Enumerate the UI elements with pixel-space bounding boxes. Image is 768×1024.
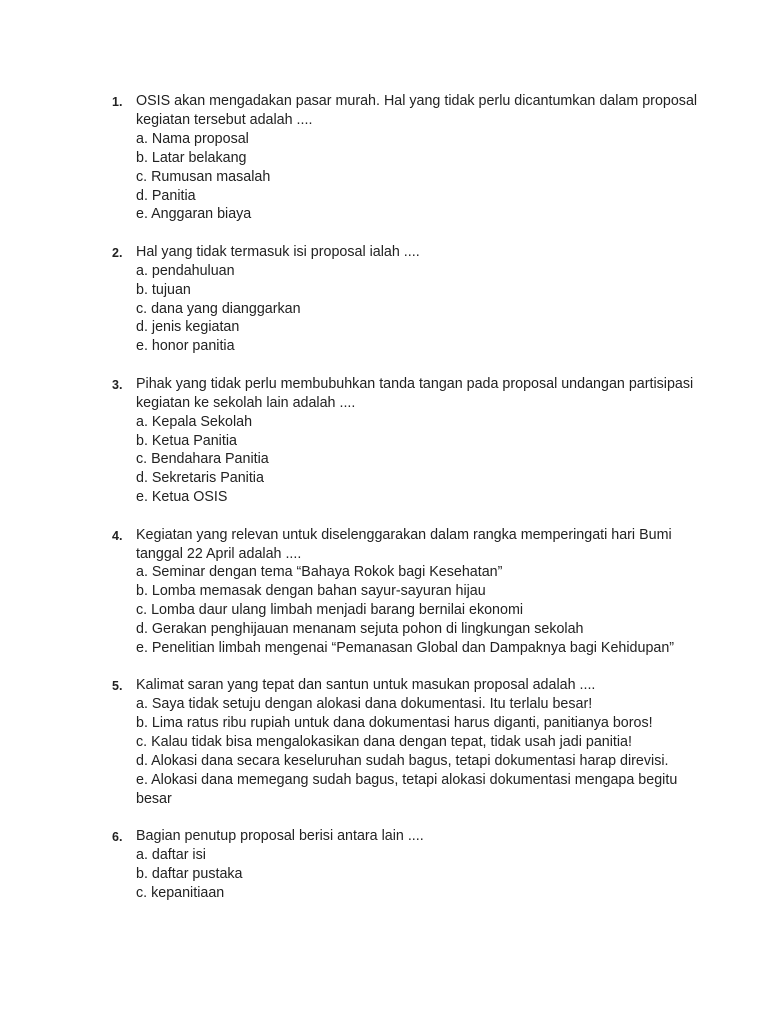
option-b: b. Lima ratus ribu rupiah untuk dana dokumentasi harus diganti, panitianya boros! [136, 715, 653, 732]
option-list [136, 846, 708, 903]
question-body [136, 92, 708, 224]
option-c: c. Kalau tidak bisa mengalokasikan dana dengan tepat, tidak usah jadi panitia! [136, 734, 632, 751]
question-3 [112, 375, 708, 507]
option-a: a. daftar isi [136, 847, 206, 864]
question-text: Pihak yang tidak perlu membubuhkan tanda tangan pada proposal undangan partisipasi kegiatan ke sekolah lain adalah .... [136, 375, 694, 411]
option-a: a. Seminar dengan tema “Bahaya Rokok bagi Kesehatan” [136, 564, 503, 581]
option-e: e. Alokasi dana memegang sudah bagus, tetapi alokasi dokumentasi mengapa begitu besar [136, 772, 678, 807]
option-d: d. Alokasi dana secara keseluruhan sudah bagus, tetapi dokumentasi harap direvisi. [136, 753, 669, 770]
question-number: 1. [112, 95, 123, 109]
option-c: c. Lomba daur ulang limbah menjadi barang bernilai ekonomi [136, 602, 524, 619]
option-list [136, 262, 708, 357]
option-d: d. jenis kegiatan [136, 319, 240, 336]
question-1 [112, 92, 708, 224]
question-body [136, 375, 708, 507]
option-b: b. Lomba memasak dengan bahan sayur-sayuran hijau [136, 583, 486, 600]
option-c: c. dana yang dianggarkan [136, 300, 301, 317]
question-body [136, 827, 708, 903]
question-text: OSIS akan mengadakan pasar murah. Hal yang tidak perlu dicantumkan dalam proposal kegiatan tersebut adalah .... [136, 93, 698, 128]
question-number: 3. [112, 377, 123, 392]
question-text: Bagian penutup proposal berisi antara lain .... [136, 828, 424, 845]
question-number: 4. [112, 528, 123, 543]
question-4 [112, 526, 708, 658]
option-e: e. Ketua OSIS [136, 489, 228, 506]
option-b: b. Latar belakang [136, 149, 247, 166]
option-d: d. Sekretaris Panitia [136, 470, 264, 487]
option-e: e. Anggaran biaya [136, 206, 252, 223]
option-list [136, 563, 708, 658]
option-b: b. daftar pustaka [136, 866, 243, 883]
question-6 [112, 827, 708, 903]
question-2 [112, 243, 708, 356]
question-number: 2. [112, 245, 123, 260]
option-d: d. Panitia [136, 187, 196, 204]
option-list [136, 695, 708, 808]
option-a: a. Kepala Sekolah [136, 413, 253, 430]
option-a: a. Saya tidak setuju dengan alokasi dana dokumentasi. Itu terlalu besar! [136, 696, 593, 713]
option-list [136, 413, 708, 508]
option-b: b. tujuan [136, 281, 191, 298]
question-number: 5. [112, 679, 123, 694]
option-a: a. pendahuluan [136, 262, 235, 279]
option-d: d. Gerakan penghijauan menanam sejuta pohon di lingkungan sekolah [136, 621, 584, 638]
question-text: Hal yang tidak termasuk isi proposal ialah .... [136, 243, 420, 260]
question-5 [112, 676, 708, 808]
option-c: c. Bendahara Panitia [136, 451, 269, 468]
option-a: a. Nama proposal [136, 130, 249, 147]
question-body [136, 243, 708, 356]
option-e: e. honor panitia [136, 338, 235, 355]
option-b: b. Ketua Panitia [136, 432, 237, 449]
question-text: Kalimat saran yang tepat dan santun untuk masukan proposal adalah .... [136, 677, 596, 694]
option-e: e. Penelitian limbah mengenai “Pemanasan Global dan Dampaknya bagi Kehidupan” [136, 640, 675, 657]
question-body [136, 676, 708, 808]
question-body [136, 526, 708, 658]
question-text: Kegiatan yang relevan untuk diselenggarakan dalam rangka memperingati hari Bumi tanggal 22 April adalah .... [136, 526, 672, 562]
option-c: c. kepanitiaan [136, 885, 225, 902]
question-number: 6. [112, 830, 123, 845]
option-list [136, 130, 708, 225]
option-c: c. Rumusan masalah [136, 168, 271, 185]
